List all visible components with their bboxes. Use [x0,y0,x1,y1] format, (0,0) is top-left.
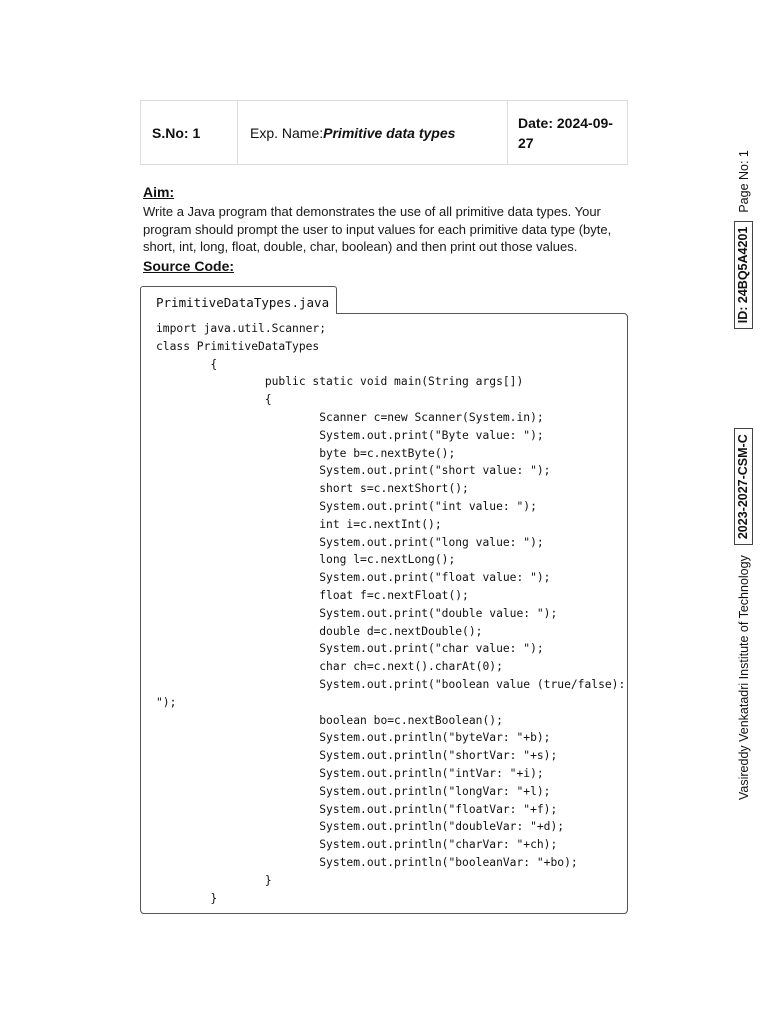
code-line: } [156,873,272,887]
aim-text: Write a Java program that demonstrates the use of all primitive data types. Your program should prompt the user to input values for each primitive data type (byte, short, int, long, float, double, char, boolean) and then print out those values. [143,204,612,254]
serial-number-cell [141,101,238,164]
code-line: { [156,393,272,407]
code-line: System.out.println("charVar: "+ch); [156,838,558,852]
code-block [140,313,628,914]
code-line: double d=c.nextDouble(); [156,624,483,638]
code-line: float f=c.nextFloat(); [156,588,469,602]
code-line: import java.util.Scanner; [156,322,327,335]
institute-name: Vasireddy Venkatadri Institute of Technology [736,555,751,800]
batch-label: 2023-2027-CSM-C [734,428,753,545]
file-name-tab: PrimitiveDataTypes.java [140,286,337,314]
code-line: System.out.println("longVar: "+l); [156,784,551,798]
student-id: ID: 24BQ5A4201 [734,221,753,330]
code-line: System.out.println("booleanVar: "+bo); [156,855,578,869]
page-number: Page No: 1 [736,150,751,213]
code-line: System.out.println("intVar: "+i); [156,766,544,780]
code-line: System.out.print("float value: "); [156,571,551,585]
code-line: "); [156,695,177,709]
code-line: System.out.print("char value: "); [156,642,544,656]
code-line: System.out.println("doubleVar: "+d); [156,820,565,834]
code-line: System.out.print("boolean value (true/false): [156,677,626,691]
source-code-heading: Source Code: [143,258,235,274]
code-line: System.out.print("Byte value: "); [156,428,544,442]
code-line: int i=c.nextInt(); [156,517,442,531]
code-line: System.out.print("short value: "); [156,464,551,478]
code-line: short s=c.nextShort(); [156,482,469,496]
side-margin-info [734,150,753,800]
code-line: long l=c.nextLong(); [156,553,456,567]
date-line-1: Date: 2024-09- [518,114,613,131]
source-code [156,320,625,907]
code-line: boolean bo=c.nextBoolean(); [156,713,503,727]
code-line: byte b=c.nextByte(); [156,446,456,460]
code-line: System.out.print("int value: "); [156,499,537,513]
experiment-name: Primitive data types [323,124,456,141]
date-line-2: 27 [518,134,534,151]
serial-number: S.No: 1 [152,124,201,141]
experiment-name-cell [238,101,508,164]
code-line: System.out.println("shortVar: "+s); [156,749,558,763]
code-line: System.out.println("byteVar: "+b); [156,731,551,745]
code-line: { [156,357,218,371]
code-line: char ch=c.next().charAt(0); [156,660,503,674]
experiment-header-table [140,100,628,165]
code-line: System.out.print("long value: "); [156,535,544,549]
code-line: public static void main(String args[]) [156,375,524,389]
code-line: System.out.println("floatVar: "+f); [156,802,558,816]
date-cell [508,101,627,164]
experiment-name-prefix: Exp. Name: [250,124,324,141]
code-line: class PrimitiveDataTypes [156,339,320,353]
code-line: System.out.print("double value: "); [156,606,558,620]
code-line: Scanner c=new Scanner(System.in); [156,410,544,424]
aim-heading: Aim: [143,184,175,200]
code-line: } [156,891,218,905]
